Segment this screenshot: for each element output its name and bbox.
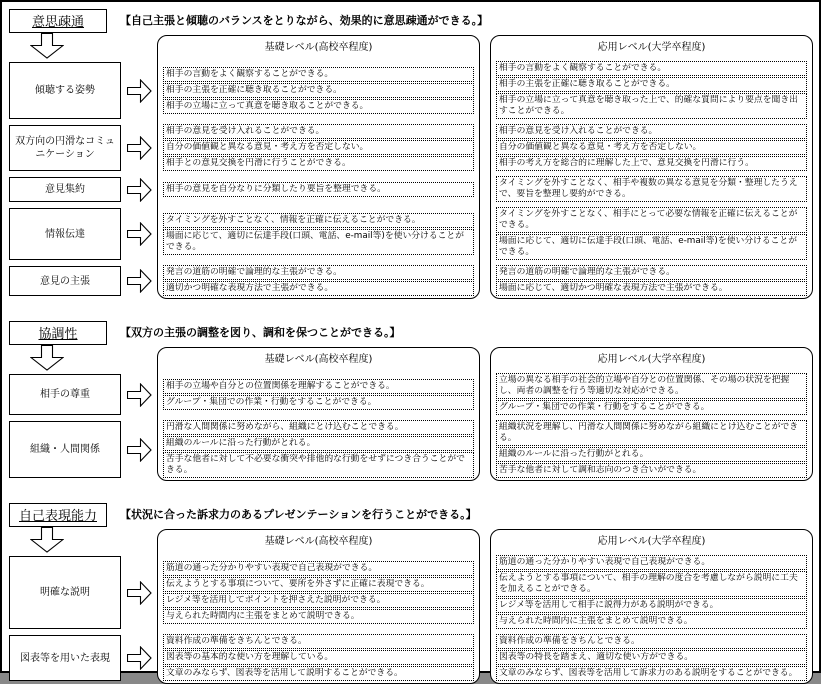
criterion-item: 相手の主張を正確に聴き取ることができる。 [163, 83, 474, 98]
applied-criteria-cell [496, 373, 807, 415]
applied-criteria-cell [496, 420, 807, 478]
criterion-item: 組織のルールに沿った行動がとれる。 [496, 447, 807, 462]
section-grid [9, 347, 813, 481]
criterion-item: レジメ等を活用して相手に説得力がある説明ができる。 [496, 598, 807, 613]
criterion-item: 場面に応じて、適切に伝達手段(口頭、電話、e-mail等)を使い分けることができる。 [163, 229, 474, 255]
criterion-item: 伝えようとする事項について、要所を外さずに正確に表現できる。 [163, 577, 474, 592]
right-arrow-icon [127, 222, 152, 246]
applied-criteria-cell [496, 124, 807, 171]
section-description: 【自己主張と傾聴のバランスをとりながら、効果的に意思疎通ができる。】 [120, 14, 489, 27]
basic-level-header: 基礎レベル(高校卒程度) [264, 42, 373, 53]
basic-level-header: 基礎レベル(高校卒程度) [264, 536, 373, 547]
applied-level-header: 応用レベル(大学卒程度) [597, 354, 706, 365]
category-arrow [121, 263, 157, 299]
basic-criteria-cell [163, 61, 474, 119]
section-header [9, 503, 813, 527]
down-arrow-icon [30, 33, 64, 59]
category-box: 意見の主張 [9, 266, 121, 296]
criterion-item: タイミングを外すことなく、相手にとって必要な情報を正確に伝えることができる。 [496, 207, 807, 233]
criterion-item: 図表等の基本的な使い方を理解している。 [163, 650, 474, 665]
criterion-item: 相手の考え方を総合的に理解した上で、意見交換を円滑に行う。 [496, 156, 807, 171]
criterion-item: 相手の意見を自分なりに分類したり要旨を整理できる。 [163, 182, 474, 197]
criterion-item: 図表等の特長を踏まえ、適切な使い方ができる。 [496, 650, 807, 665]
criterion-item: グループ・集団での作業・行動をすることができる。 [496, 400, 807, 415]
criterion-item: 相手の立場に立って真意を聴き取った上で、的確な質問により要点を聞き出すことができる。 [496, 93, 807, 119]
down-arrow-icon [30, 527, 64, 553]
section-flow-arrow [9, 35, 157, 59]
criterion-item: 文章のみならず、図表等を活用して説明することができる。 [163, 666, 474, 681]
right-arrow-icon [127, 136, 152, 160]
section-grid [9, 35, 813, 299]
section-flow-arrow [9, 347, 157, 371]
criterion-item: 与えられた時間内に主張をまとめて説明できる。 [496, 614, 807, 629]
category-arrow [121, 371, 157, 418]
category-cell [9, 418, 121, 481]
criterion-item: 相手の言動をよく観察することができる。 [496, 61, 807, 76]
category-box: 双方向の円滑なコミュニケーション [9, 125, 121, 171]
criterion-item: 筋道の通った分かりやすい表現で自己表現ができる。 [163, 561, 474, 576]
category-box: 明確な説明 [9, 556, 121, 629]
section-header [9, 321, 813, 345]
category-arrow [121, 59, 157, 122]
criterion-item: 苦手な他者に対して不必要な衝突や排他的な行動をせずにつき合うことができる。 [163, 452, 474, 478]
section-description: 【状況に合った訴求力のあるプレゼンテーションを行うことができる。】 [120, 508, 477, 521]
criterion-item: 組織状況を理解し、円滑な人間関係に努めながら組織にとけ込むことができる。 [496, 420, 807, 446]
category-box: 傾聴する姿勢 [9, 62, 121, 119]
section-title: 意思疎通 [9, 9, 107, 33]
category-arrow [121, 632, 157, 684]
criterion-item: レジメ等を活用してポイントを押さえた説明ができる。 [163, 593, 474, 608]
section-grid [9, 529, 813, 684]
section-header [9, 9, 813, 33]
criterion-item: 相手の立場や自分との位置関係を理解することができる。 [163, 379, 474, 394]
category-cell [9, 174, 121, 205]
criterion-item: 場面に応じて、適切かつ明確な表現方法で主張ができる。 [496, 281, 807, 296]
basic-criteria-cell [163, 176, 474, 202]
category-cell [9, 122, 121, 174]
category-arrow [121, 122, 157, 174]
criterion-item: 伝えようとする事項について、相手の理解の度合を考慮しながら説明に工夫を加えることができる。 [496, 571, 807, 597]
right-arrow-icon [127, 438, 152, 462]
criterion-item: 自分の価値観と異なる意見・考え方を否定しない。 [496, 140, 807, 155]
applied-criteria-cell [496, 555, 807, 629]
right-arrow-icon [127, 79, 152, 103]
category-box: 図表等を用いた表現 [9, 635, 121, 681]
basic-criteria-cell [163, 124, 474, 171]
criterion-item: 適切かつ明確な表現方法で主張ができる。 [163, 281, 474, 296]
category-arrow [121, 174, 157, 205]
criterion-item: 相手の意見を受け入れることができる。 [496, 124, 807, 139]
right-arrow-icon [127, 269, 152, 293]
applied-criteria-cell [496, 176, 807, 202]
category-cell [9, 59, 121, 122]
criterion-item: 資料作成の準備をきちんとできる。 [496, 634, 807, 649]
criterion-item: 相手の言動をよく観察することができる。 [163, 67, 474, 82]
criterion-item: タイミングを外すことなく、相手や複数の異なる意見を分類・整理したうえで、要旨を整理し要約ができる。 [496, 176, 807, 202]
applied-criteria-cell [496, 61, 807, 119]
section-self-expression [9, 503, 813, 684]
category-cell [9, 632, 121, 684]
applied-criteria-cell [496, 207, 807, 260]
down-arrow-icon [30, 345, 64, 371]
criterion-item: 筋道の通った分かりやすい表現で自己表現ができる。 [496, 555, 807, 570]
category-box: 情報伝達 [9, 208, 121, 260]
basic-criteria-cell [163, 420, 474, 478]
section-title: 協調性 [9, 321, 107, 345]
criterion-item: 発言の道筋の明確で論理的な主張ができる。 [163, 265, 474, 280]
right-arrow-icon [127, 581, 152, 605]
category-cell [9, 553, 121, 632]
category-cell [9, 263, 121, 299]
criterion-item: 相手の主張を正確に聴き取ることができる。 [496, 77, 807, 92]
category-cell [9, 371, 121, 418]
basic-level-header: 基礎レベル(高校卒程度) [264, 354, 373, 365]
right-arrow-icon [127, 178, 152, 202]
category-box: 組織・人間関係 [9, 421, 121, 478]
section-title: 自己表現能力 [9, 503, 107, 527]
criterion-item: 立場の異なる相手の社会的立場や自分との位置関係、その場の状況を把握し、両者の調整を行う等適切な対応ができる。 [496, 373, 807, 399]
basic-criteria-cell [163, 207, 474, 260]
category-arrow [121, 418, 157, 481]
criterion-item: 組織のルールに沿った行動がとれる。 [163, 436, 474, 451]
criterion-item: 自分の価値観と異なる意見・考え方を否定しない。 [163, 140, 474, 155]
right-arrow-icon [127, 383, 152, 407]
criterion-item: 苦手な他者に対して調和志向のつき合いができる。 [496, 463, 807, 478]
basic-criteria-cell [163, 373, 474, 415]
right-arrow-icon [127, 646, 152, 670]
criterion-item: 与えられた時間内に主張をまとめて説明できる。 [163, 609, 474, 624]
category-arrow [121, 553, 157, 632]
criterion-item: 場面に応じて、適切に伝達手段(口頭、電話、e-mail等)を使い分けることができる。 [496, 234, 807, 260]
category-box: 相手の尊重 [9, 374, 121, 415]
criterion-item: 文章のみならず、図表等を活用して訴求力のある説明をすることができる。 [496, 666, 807, 681]
applied-level-header: 応用レベル(大学卒程度) [597, 42, 706, 53]
applied-criteria-cell [496, 265, 807, 296]
section-communication [9, 9, 813, 299]
criterion-item: 発言の道筋の明確で論理的な主張ができる。 [496, 265, 807, 280]
criterion-item: グループ・集団での作業・行動をすることができる。 [163, 395, 474, 410]
category-box: 意見集約 [9, 177, 121, 202]
category-cell [9, 205, 121, 263]
basic-criteria-cell [163, 555, 474, 629]
category-arrow [121, 205, 157, 263]
criterion-item: 相手との意見交換を円滑に行うことができる。 [163, 156, 474, 171]
criterion-item: タイミングを外すことなく、情報を正確に伝えることができる。 [163, 213, 474, 228]
criterion-item: 相手の意見を受け入れることができる。 [163, 124, 474, 139]
applied-level-header: 応用レベル(大学卒程度) [597, 536, 706, 547]
criterion-item: 円滑な人間関係に努めながら、組織にとけ込むことできる。 [163, 420, 474, 435]
section-flow-arrow [9, 529, 157, 553]
basic-criteria-cell [163, 265, 474, 296]
basic-criteria-cell [163, 634, 474, 681]
section-description: 【双方の主張の調整を図り、調和を保つことができる。】 [120, 326, 401, 339]
criterion-item: 資料作成の準備をきちんとできる。 [163, 634, 474, 649]
section-cooperativeness [9, 321, 813, 481]
applied-criteria-cell [496, 634, 807, 681]
criterion-item: 相手の立場に立って真意を聴き取ることができる。 [163, 99, 474, 114]
